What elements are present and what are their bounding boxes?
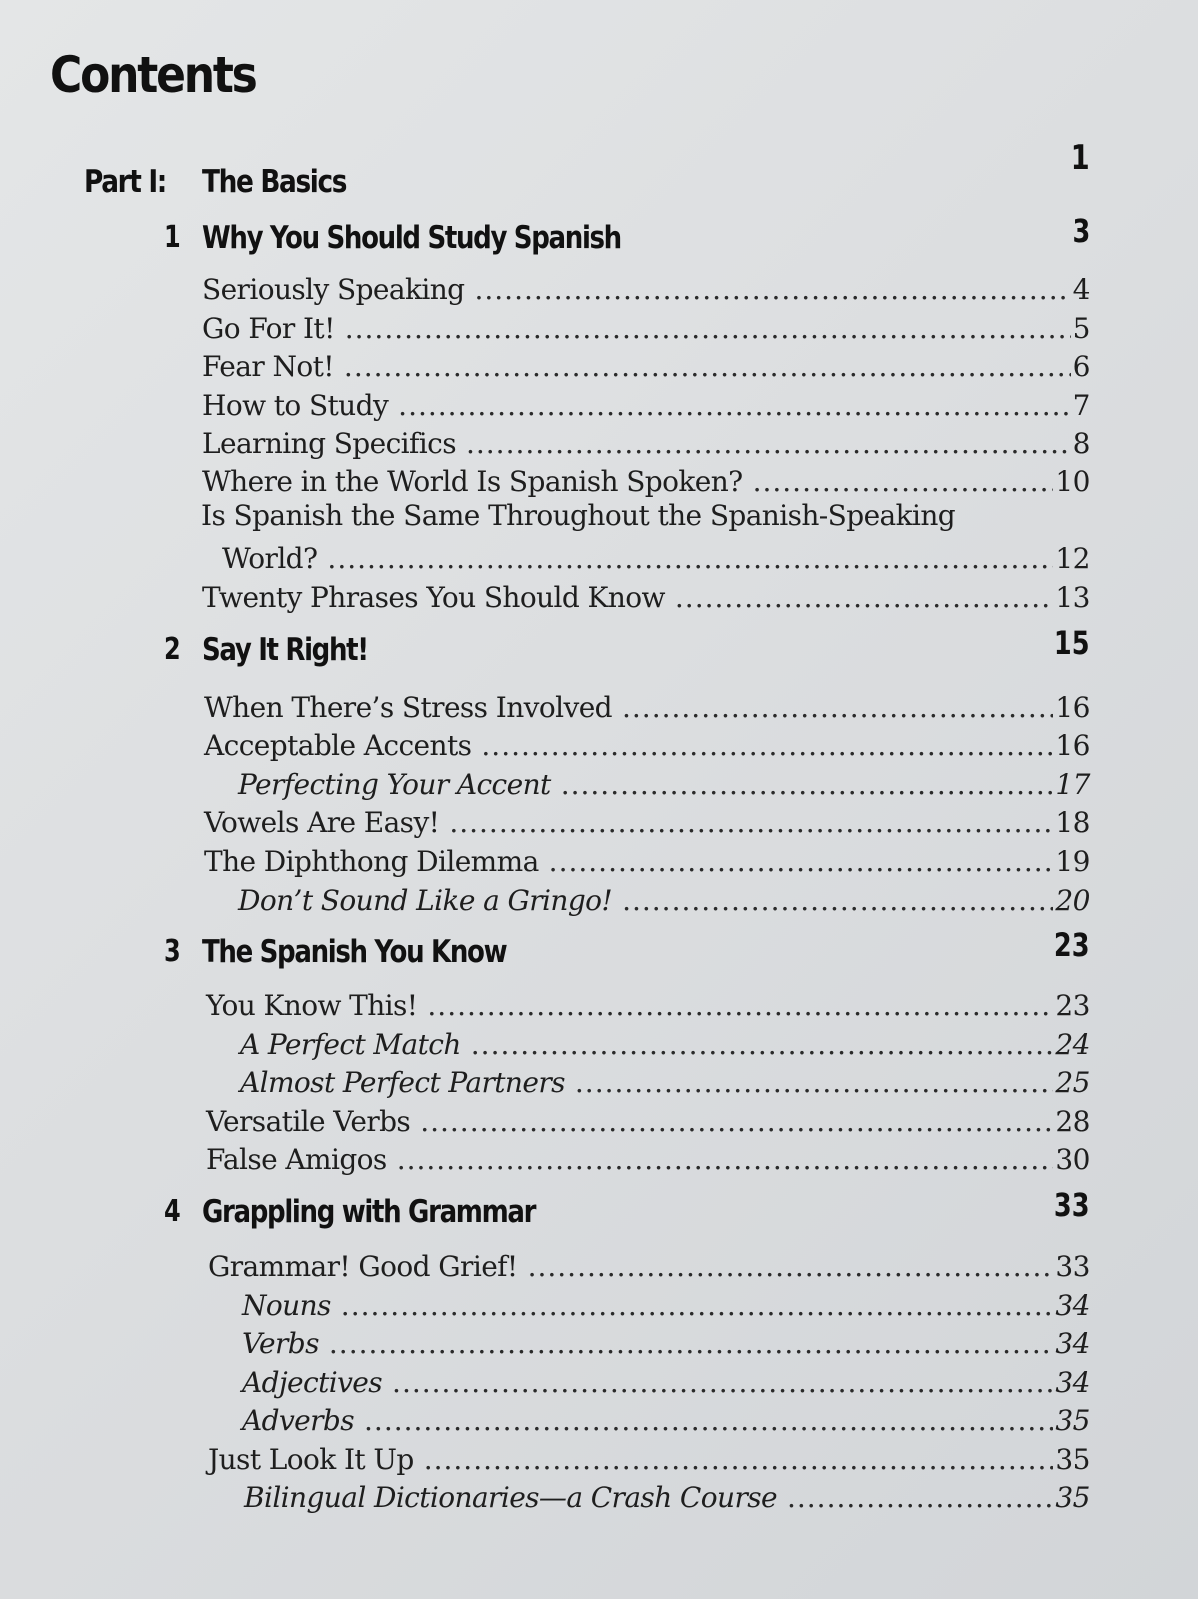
page-title: Contents bbox=[50, 46, 256, 104]
entry-page-number: 5 bbox=[1072, 312, 1090, 345]
entry-title: Versatile Verbs bbox=[206, 1105, 411, 1138]
toc-entry bbox=[204, 842, 1090, 878]
entry-page-number: 4 bbox=[1072, 273, 1090, 306]
entry-title: Verbs bbox=[242, 1327, 319, 1360]
entry-page-number: 6 bbox=[1072, 350, 1090, 383]
toc-entry bbox=[208, 1440, 1090, 1476]
toc-subentry bbox=[238, 881, 1090, 917]
entry-title: A Perfect Match bbox=[240, 1028, 461, 1061]
dot-leader bbox=[471, 1029, 1054, 1061]
entry-page-number: 25 bbox=[1055, 1066, 1090, 1099]
dot-leader bbox=[528, 1251, 1054, 1283]
entry-title: World? bbox=[222, 542, 318, 575]
toc-entry bbox=[208, 1247, 1090, 1283]
entry-title: When There’s Stress Involved bbox=[204, 691, 612, 724]
entry-page-number: 16 bbox=[1055, 729, 1090, 762]
entry-title: Adjectives bbox=[242, 1366, 383, 1399]
toc-entry bbox=[202, 424, 1090, 460]
entry-page-number: 35 bbox=[1055, 1443, 1090, 1476]
dot-leader bbox=[675, 582, 1053, 614]
toc-entry bbox=[206, 986, 1090, 1022]
entry-title: Bilingual Dictionaries—a Crash Course bbox=[244, 1481, 777, 1514]
entry-page-number: 24 bbox=[1055, 1028, 1090, 1061]
toc-entry bbox=[206, 1102, 1090, 1138]
chapter-number: 3 bbox=[164, 934, 181, 969]
toc-entry bbox=[204, 688, 1090, 724]
dot-leader bbox=[622, 885, 1053, 917]
dot-leader bbox=[753, 466, 1054, 498]
dot-leader bbox=[561, 769, 1054, 801]
toc-subentry bbox=[244, 1478, 1090, 1514]
chapter-page-number: 3 bbox=[1072, 212, 1090, 250]
entry-page-number: 35 bbox=[1055, 1481, 1090, 1514]
toc-entry bbox=[222, 539, 1090, 575]
entry-page-number: 16 bbox=[1055, 691, 1090, 724]
entry-page-number: 34 bbox=[1055, 1289, 1090, 1322]
entry-page-number: 18 bbox=[1055, 806, 1090, 839]
part-label: Part I: bbox=[84, 164, 166, 200]
entry-title: The Diphthong Dilemma bbox=[204, 845, 539, 878]
toc-entry bbox=[202, 578, 1090, 614]
chapter-number: 4 bbox=[164, 1194, 181, 1229]
dot-leader bbox=[397, 1144, 1054, 1176]
entry-title: How to Study bbox=[202, 389, 389, 422]
chapter-title: Why You Should Study Spanish bbox=[202, 220, 621, 256]
entry-page-number: 20 bbox=[1055, 884, 1090, 917]
toc-entry bbox=[202, 309, 1090, 345]
dot-leader bbox=[420, 1106, 1053, 1138]
entry-title: False Amigos bbox=[206, 1143, 387, 1176]
entry-page-number: 8 bbox=[1072, 427, 1090, 460]
part-heading bbox=[84, 138, 1090, 200]
dot-leader bbox=[474, 274, 1070, 306]
entry-title: Perfecting Your Accent bbox=[238, 768, 551, 801]
entry-title: Go For It! bbox=[202, 312, 335, 345]
entry-title: Don’t Sound Like a Gringo! bbox=[238, 884, 613, 917]
entry-title: Where in the World Is Spanish Spoken? bbox=[202, 465, 743, 498]
chapter-title: Say It Right! bbox=[202, 632, 368, 668]
entry-title: Learning Specifics bbox=[202, 427, 456, 460]
chapter-heading bbox=[164, 212, 1090, 260]
chapter-heading bbox=[164, 926, 1090, 974]
entry-page-number: 17 bbox=[1055, 768, 1090, 801]
dot-leader bbox=[327, 543, 1053, 575]
dot-leader bbox=[398, 390, 1071, 422]
toc-subentry bbox=[242, 1401, 1090, 1437]
dot-leader bbox=[575, 1067, 1053, 1099]
dot-leader bbox=[549, 846, 1054, 878]
toc-subentry bbox=[242, 1286, 1090, 1322]
toc-subentry bbox=[242, 1363, 1090, 1399]
toc-entry bbox=[202, 462, 1090, 498]
toc-entry bbox=[206, 1140, 1090, 1176]
entry-title: Fear Not! bbox=[202, 350, 334, 383]
entry-page-number: 28 bbox=[1055, 1105, 1090, 1138]
dot-leader bbox=[787, 1482, 1053, 1514]
part-page-number: 1 bbox=[1071, 138, 1090, 178]
toc-entry bbox=[202, 347, 1090, 383]
toc-entry bbox=[204, 726, 1090, 762]
entry-page-number: 19 bbox=[1055, 845, 1090, 878]
dot-leader bbox=[341, 1290, 1054, 1322]
chapter-page-number: 23 bbox=[1054, 926, 1090, 964]
toc-entry bbox=[202, 270, 1090, 306]
entry-title: Nouns bbox=[242, 1289, 331, 1322]
dot-leader bbox=[364, 1405, 1053, 1437]
dot-leader bbox=[466, 428, 1071, 460]
chapter-number: 2 bbox=[164, 632, 181, 667]
entry-title: Almost Perfect Partners bbox=[240, 1066, 565, 1099]
chapter-title: The Spanish You Know bbox=[202, 934, 507, 970]
dot-leader bbox=[345, 313, 1071, 345]
dot-leader bbox=[329, 1328, 1053, 1360]
chapter-page-number: 33 bbox=[1054, 1186, 1090, 1224]
dot-leader bbox=[392, 1367, 1053, 1399]
entry-page-number: 12 bbox=[1055, 542, 1090, 575]
entry-page-number: 35 bbox=[1055, 1404, 1090, 1437]
dot-leader bbox=[427, 990, 1053, 1022]
entry-page-number: 10 bbox=[1055, 465, 1090, 498]
chapter-heading bbox=[164, 1186, 1090, 1234]
entry-page-number: 34 bbox=[1055, 1366, 1090, 1399]
chapter-number: 1 bbox=[164, 220, 181, 255]
entry-title: Seriously Speaking bbox=[202, 273, 465, 306]
toc-entry bbox=[202, 386, 1090, 422]
entry-title-line1: Is Spanish the Same Throughout the Spanish-Speaking bbox=[201, 499, 956, 532]
entry-title: Acceptable Accents bbox=[204, 729, 472, 762]
toc-subentry bbox=[240, 1025, 1090, 1061]
chapter-page-number: 15 bbox=[1054, 624, 1090, 662]
dot-leader bbox=[481, 730, 1053, 762]
chapter-title: Grappling with Grammar bbox=[202, 1194, 536, 1230]
part-title: The Basics bbox=[202, 164, 347, 200]
toc-entry bbox=[204, 803, 1090, 839]
entry-title: Vowels Are Easy! bbox=[204, 806, 440, 839]
entry-title: Adverbs bbox=[242, 1404, 355, 1437]
toc-subentry bbox=[240, 1063, 1090, 1099]
entry-page-number: 23 bbox=[1055, 989, 1090, 1022]
entry-page-number: 34 bbox=[1055, 1327, 1090, 1360]
entry-page-number: 7 bbox=[1072, 389, 1090, 422]
dot-leader bbox=[424, 1444, 1054, 1476]
entry-title: Twenty Phrases You Should Know bbox=[202, 581, 665, 614]
entry-page-number: 33 bbox=[1055, 1250, 1090, 1283]
dot-leader bbox=[344, 351, 1071, 383]
toc-subentry bbox=[238, 765, 1090, 801]
toc-subentry bbox=[242, 1324, 1090, 1360]
entry-title: You Know This! bbox=[206, 989, 418, 1022]
chapter-heading bbox=[164, 624, 1090, 672]
dot-leader bbox=[622, 692, 1053, 724]
entry-page-number: 13 bbox=[1055, 581, 1090, 614]
entry-title: Just Look It Up bbox=[208, 1443, 414, 1476]
entry-title: Grammar! Good Grief! bbox=[208, 1250, 518, 1283]
dot-leader bbox=[449, 807, 1053, 839]
entry-page-number: 30 bbox=[1055, 1143, 1090, 1176]
